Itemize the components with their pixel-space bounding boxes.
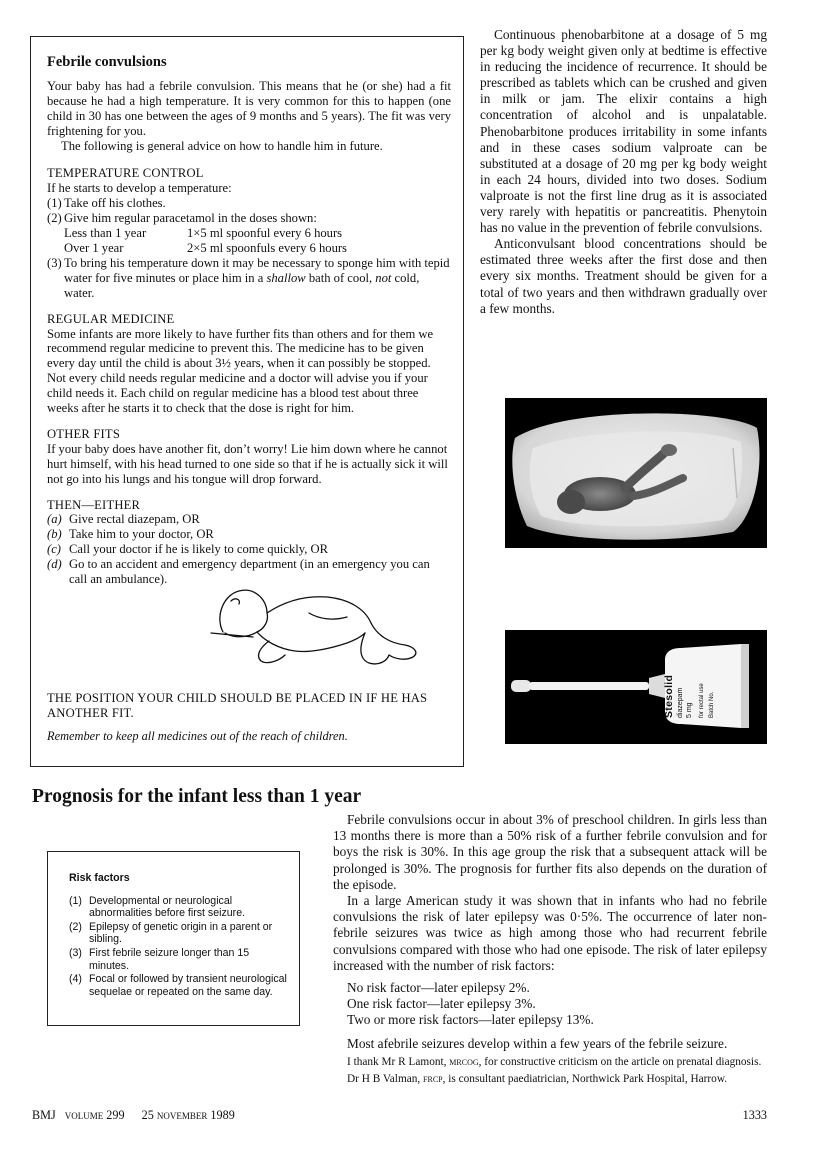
other-fits-heading: OTHER FITS — [47, 426, 121, 441]
then-item: (a) Give rectal diazepam, OR — [47, 512, 200, 527]
temp-item-3: (3) To bring his temperature down it may be necessary to sponge him with tepid water for five minutes or place him in a shallow bath of cool, not cold, water. — [47, 255, 450, 300]
risk-factor-item: (4) Focal or followed by transient neurological sequelae or repeated on the same day. — [69, 973, 287, 998]
febrile-convulsions-leaflet — [30, 36, 464, 767]
issue-date: 25 november 1989 — [141, 1108, 235, 1122]
leaflet-intro: Your baby has had a febrile convulsion. This means that he (or she) had a fit because he had a high temperature. It is very common for this to happen (one child in 30 has one between the ages of 9 months and 5 years). The fit was very frightening for you. — [47, 78, 451, 138]
then-item: (d) Go to an accident and emergency department (in an emergency you can call an ambulance). — [47, 557, 430, 587]
list-item: No risk factor—later epilepsy 2%. — [347, 980, 530, 996]
risk-factor-item: (3) First febrile seizure longer than 15 minutes. — [69, 946, 250, 972]
recovery-position-drawing — [209, 577, 459, 677]
risk-factor-item: (2) Epilepsy of genetic origin in a parent or sibling. — [69, 920, 273, 946]
journal-name: BMJ — [32, 1108, 56, 1122]
paragraph: Continuous phenobarbitone at a dosage of 5 mg per kg body weight given only at bedtime is effective in reducing the incidence of recurrence. It should be prescribed as tablets which can be crushed and given in milk or jam. The elixir contains a high concentration of alcohol and is unpalatable. Phenobarbitone produces irritability in some infants and in these cases sodium valproate can be substituted at a dosage of 20 mg per kg body weight in each 24 hours, divided into two doses. Sodium valproate is not the first line drug as it is associated very rarely with hepatitis or pancreatitis. Phenytoin has no value in the prevention of febrile convulsions. — [480, 27, 767, 236]
journal-volume: volume 299 — [64, 1108, 125, 1122]
prognosis-text — [333, 812, 767, 1087]
temperature-lead: If he starts to develop a temperature: — [47, 181, 232, 196]
right-column-text — [480, 27, 767, 317]
rectal-diazepam-photo — [505, 630, 767, 744]
bath-photo-illustration — [505, 398, 767, 548]
risk-factors-title: Risk factors — [69, 872, 130, 884]
then-item: (b) Take him to your doctor, OR — [47, 527, 214, 542]
regular-medicine-text: Some infants are more likely to have further fits than others and for them we recommend regular medicine to prevent this. The medicine has to be given every day until the child is about 3½ years, when it can possibly be stopped. Not every child needs regular medicine and a doctor will advise you if your child needs it. Each child on regular medicine has a blood test about three weeks after he starts it to check that the dose is right for him. — [47, 326, 434, 416]
then-item: (c) Call your doctor if he is likely to come quickly, OR — [47, 542, 329, 557]
list-item: One risk factor—later epilepsy 3%. — [347, 996, 536, 1012]
tube-label-line: for rectal use — [699, 683, 705, 718]
temperature-heading: TEMPERATURE CONTROL — [47, 166, 204, 181]
leaflet-intro-2: The following is general advice on how to handle him in future. — [61, 138, 383, 153]
leaflet-text — [47, 55, 451, 587]
other-fits-text: If your baby does have another fit, don’t worry! Lie him down where he cannot hurt himself, with his head turned to one side so that if he is actually sick it will not go into his lungs and his tongue will drop forward. — [47, 441, 448, 486]
dose-row: Less than 1 year 1×5 ml spoonful every 6 hours — [64, 226, 343, 241]
dose-row: Over 1 year 2×5 ml spoonfuls every 6 hours — [64, 240, 347, 255]
tube-label-line: Batch No. — [709, 691, 715, 718]
temp-item-1: (1) Take off his clothes. — [47, 196, 166, 211]
paragraph: In a large American study it was shown that in infants who had no febrile convulsions the risk of later epilepsy was 0·5%. The occurrence of later non-febrile seizures was twice as high among those who had recurrent febrile convulsions compared with those who had one episode. The risk of later epilepsy increased with the number of risk factors: — [333, 893, 767, 973]
risk-outcomes-list — [333, 980, 767, 1029]
risk-factors-box — [47, 851, 300, 1026]
page-number: 1333 — [742, 1108, 767, 1122]
then-either-heading: THEN—EITHER — [47, 497, 141, 512]
prognosis-heading: Prognosis for the infant less than 1 year — [32, 786, 362, 807]
tube-brand: Stesolid — [663, 674, 675, 718]
leaflet-title: Febrile convulsions — [47, 54, 167, 70]
position-caption: THE POSITION YOUR CHILD SHOULD BE PLACED IN IF HE HAS ANOTHER FIT. — [47, 691, 428, 720]
author-note: Dr H B Valman, frcp, is consultant paediatrician, Northwick Park Hospital, Harrow. — [347, 1072, 728, 1085]
paragraph: Most afebrile seizures develop within a few years of the febrile seizure. — [347, 1035, 728, 1051]
paragraph: Anticonvulsant blood concentrations should be estimated three weeks after the first dose and then every six months. Treatment should be given for a total of two years and then withdrawn gradually over a few months. — [480, 236, 767, 316]
position-caption-block — [47, 691, 451, 744]
tube-label-line: 5 mg — [686, 702, 693, 718]
paragraph: Febrile convulsions occur in about 3% of preschool children. In girls less than 13 months there is more than a 50% risk of a further febrile convulsion and for boys the risk is 30%. In this age group the risk that a subsequent attack will be prolonged is 30%. The prognosis for further fits also depends on the duration of the episode. — [333, 812, 767, 892]
risk-factor-item: (1) Developmental or neurological abnormalities before first seizure. — [69, 894, 246, 920]
infant-bath-photo — [505, 398, 767, 548]
temp-item-2: (2) Give him regular paracetamol in the doses shown: — [47, 211, 317, 226]
tube-label — [655, 654, 745, 720]
list-item: Two or more risk factors—later epilepsy 13%. — [347, 1012, 594, 1028]
page-footer — [32, 1108, 767, 1123]
acknowledgement: I thank Mr R Lamont, mrcog, for constructive criticism on the article on prenatal diagnosis. — [347, 1055, 762, 1068]
regular-medicine-heading: REGULAR MEDICINE — [47, 311, 175, 326]
tube-label-line: diazepam — [677, 687, 684, 718]
medicine-reminder: Remember to keep all medicines out of the reach of children. — [47, 728, 348, 743]
